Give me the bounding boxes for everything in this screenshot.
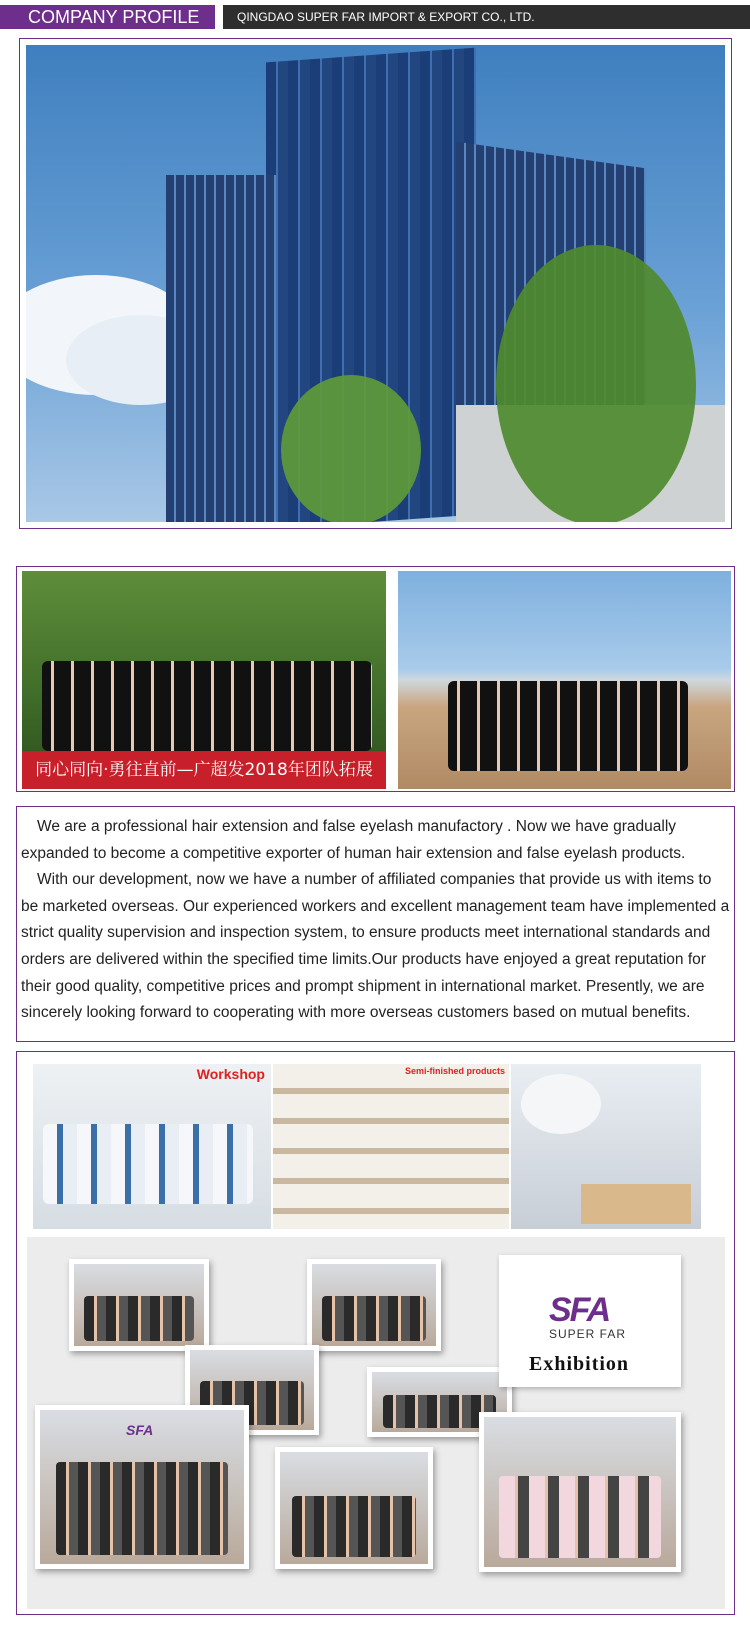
team-banner: 同心同向·勇往直前—广超发2018年团队拓展	[22, 751, 386, 789]
team-building-photo-beach	[398, 571, 731, 789]
exhibition-photo	[69, 1259, 209, 1351]
exhibition-logo-card	[499, 1255, 681, 1387]
semi-finished-products-photo	[273, 1064, 509, 1229]
company-name: QINGDAO SUPER FAR IMPORT & EXPORT CO., LTD.	[237, 10, 535, 24]
team-building-photo-forest	[22, 571, 386, 789]
workshop-photo	[33, 1064, 271, 1229]
intro-paragraph-1: We are a professional hair extension and false eyelash manufactory . Now we have gradually expanded to become a competitive exporter of human hair extension and false eyelash products.	[21, 818, 686, 862]
intro-text-box	[16, 806, 735, 1042]
logo-subtitle: SUPER FAR	[549, 1327, 627, 1341]
semi-finished-label: Semi-finished products	[404, 1066, 505, 1076]
company-name-bar	[223, 5, 750, 29]
exhibition-title: Exhibition	[529, 1353, 630, 1375]
team-photos-frame	[16, 566, 735, 792]
exhibition-collage	[27, 1237, 725, 1609]
sfa-logo: SFA	[549, 1291, 610, 1329]
section-header	[0, 5, 750, 29]
exhibition-photo	[275, 1447, 433, 1569]
factory-exhibition-frame	[16, 1051, 735, 1615]
group-logo: SFA	[126, 1422, 154, 1438]
eyelash-production-photo	[511, 1064, 701, 1229]
intro-paragraph-2: With our development, now we have a number of affiliated companies that provide us with items to be marketed overseas. Our experienced workers and excellent management team have implemented a strict quality supervision and inspection system, to ensure products meet international standards and orders are delivered within the specified time limits.Our products have enjoyed a great reputation for their good quality, competitive prices and prompt shipment in international market. Presently, we are sincerely looking forward to cooperating with more overseas customers based on mutual benefits.	[21, 871, 730, 1022]
office-building-photo	[26, 45, 725, 522]
group-photo	[35, 1405, 249, 1569]
section-title: COMPANY PROFILE	[0, 5, 215, 29]
factory-floor-photo	[479, 1412, 681, 1572]
workshop-label: Workshop	[196, 1066, 265, 1082]
intro-text	[21, 814, 730, 1027]
exhibition-photo	[307, 1259, 441, 1351]
building-photo-frame	[19, 38, 732, 529]
